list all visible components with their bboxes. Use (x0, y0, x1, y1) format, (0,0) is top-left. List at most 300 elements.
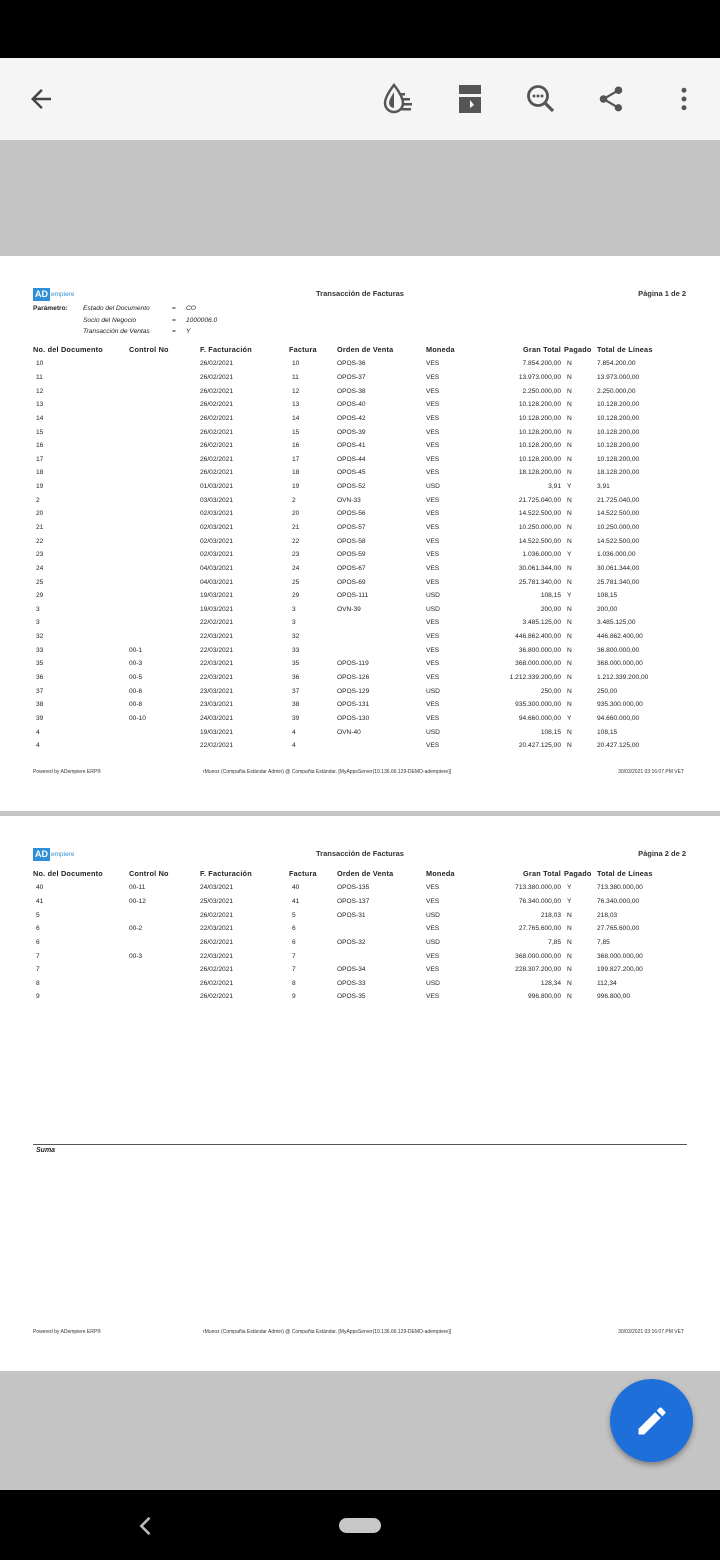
table-cell: 996.800,00 (527, 993, 561, 1001)
table-cell: N (567, 401, 572, 409)
table-cell (129, 466, 200, 480)
table-row (33, 480, 687, 494)
table-cell: 16 (36, 442, 44, 450)
more-vert-icon (669, 84, 699, 114)
table-cell (337, 643, 426, 657)
table-cell: 4 (36, 728, 40, 736)
page-layout-button[interactable] (449, 78, 491, 120)
footer-user-info: rMunoz (Compañia Estándar Admin) @ Compañia Estándar. [MyAppsServer{10.136.66.129-DEMO-adempiere}] (203, 1329, 452, 1335)
table-cell: 2.250.000,00 (597, 387, 636, 395)
table-cell: VES (426, 564, 440, 572)
table-cell: 20.427.125,00 (518, 742, 561, 750)
col-header: Moneda (426, 869, 455, 878)
table-cell: 18 (292, 469, 300, 477)
table-row (33, 425, 687, 439)
table-cell: 26/02/2021 (200, 387, 234, 395)
table-cell: VES (426, 551, 440, 559)
table-cell: 3.485.125,00 (522, 619, 561, 627)
table-cell: 36 (36, 674, 44, 682)
table-cell: 38 (36, 701, 44, 709)
table-cell (129, 575, 200, 589)
param-name: Transacción de Ventas (83, 328, 150, 335)
table-cell: 10.128.200,00 (597, 428, 640, 436)
table-cell: 20.427.125,00 (597, 742, 640, 750)
table-cell: N (567, 373, 572, 381)
col-header: No. del Documento (33, 869, 103, 878)
table-cell: VES (426, 884, 440, 892)
table-cell: 4 (292, 742, 296, 750)
table-cell: 23/03/2021 (200, 701, 234, 709)
chevron-left-icon (132, 1512, 160, 1540)
table-cell: 01/03/2021 (200, 483, 234, 491)
table-row (33, 371, 687, 385)
col-header: Pagado (564, 869, 592, 878)
table-cell: OPOS-57 (337, 524, 366, 531)
table-row (33, 698, 687, 712)
table-cell: OPOS-44 (337, 455, 366, 463)
table-cell: 36.800.000,00 (518, 646, 561, 654)
table-cell: 7,85 (548, 938, 561, 946)
logo-rest: empiere (51, 291, 75, 298)
table-cell: 1.036.000,00 (522, 551, 561, 559)
table-cell: 11 (292, 373, 299, 381)
col-header: F. Facturación (200, 869, 252, 878)
table-cell: OPOS-41 (337, 442, 366, 450)
table-cell: 94.660.000,00 (597, 714, 640, 722)
table-cell: Y (567, 897, 572, 905)
col-header: Moneda (426, 345, 455, 354)
table-cell: VES (426, 373, 440, 381)
col-header: Factura (289, 869, 317, 878)
table-header-row (33, 866, 687, 881)
param-value: Y (186, 328, 191, 335)
table-cell: 21.725.040,00 (518, 496, 561, 504)
table-cell: 10.250.000,00 (518, 524, 561, 531)
total-divider (33, 1144, 687, 1145)
nav-back-button[interactable] (132, 1512, 160, 1540)
table-cell (129, 507, 200, 521)
table-cell: 41 (36, 897, 44, 905)
table-cell: 22 (36, 537, 44, 545)
table-cell: VES (426, 660, 440, 668)
table-cell: 41 (292, 897, 300, 905)
table-cell: 1.212.339.200,00 (509, 674, 561, 682)
footer-powered-by: Powered by ADempiere ERP® (33, 769, 101, 775)
table-cell: N (567, 360, 572, 368)
table-cell: 24/03/2021 (200, 714, 234, 722)
table-cell: OPOS-59 (337, 551, 366, 559)
table-cell: 94.660.000,00 (518, 714, 561, 722)
table-cell: 13.973.000,00 (518, 373, 561, 381)
table-cell: N (567, 496, 572, 504)
col-header: Orden de Venta (337, 869, 394, 878)
table-cell: 200,00 (540, 605, 561, 613)
table-cell: 22 (292, 537, 300, 545)
share-button[interactable] (590, 78, 632, 120)
table-cell: USD (426, 592, 440, 600)
table-cell: 00-5 (129, 674, 143, 682)
table-cell (129, 439, 200, 453)
table-cell: 11 (36, 373, 43, 381)
table-cell: 250,00 (540, 687, 561, 695)
table-cell: OPOS-119 (337, 660, 369, 668)
table-cell: 10.128.200,00 (597, 455, 640, 463)
table-row (33, 439, 687, 453)
table-cell: 27.765.600,00 (597, 925, 640, 933)
table-cell: VES (426, 619, 440, 627)
table-cell: 22/03/2021 (200, 925, 234, 933)
table-cell: 1.212.339.200,00 (597, 674, 649, 682)
table-cell: OPOS-31 (337, 911, 366, 919)
table-row (33, 908, 687, 922)
table-cell: 7.854.200,00 (597, 360, 636, 368)
table-cell: 22/03/2021 (200, 674, 234, 682)
col-header: Control No (129, 869, 169, 878)
more-options-button[interactable] (663, 78, 705, 120)
table-cell (129, 452, 200, 466)
table-row (33, 657, 687, 671)
table-row (33, 922, 687, 936)
table-cell: 19/03/2021 (200, 592, 234, 600)
table-cell: OPOS-52 (337, 483, 366, 491)
table-cell (129, 562, 200, 576)
report-title: Transacción de Facturas (316, 289, 404, 298)
nav-home-pill[interactable] (339, 1518, 381, 1533)
table-cell: 199.827.200,00 (597, 966, 643, 974)
table-cell: 7,85 (597, 938, 610, 946)
table-cell: 218,03 (540, 911, 561, 919)
table-cell: 10.128.200,00 (518, 428, 561, 436)
table-cell: 26/02/2021 (200, 966, 234, 974)
table-cell: 22/02/2021 (200, 742, 234, 750)
table-cell: 7.854.200,00 (522, 360, 561, 368)
param-eq: = (172, 328, 176, 335)
arrow-left-icon (26, 84, 56, 114)
table-cell: OPOS-135 (337, 884, 370, 892)
table-cell: N (567, 578, 572, 586)
table-cell: 3,91 (597, 483, 610, 491)
table-cell: 3 (36, 605, 40, 613)
table-header-row (33, 342, 687, 357)
table-row (33, 949, 687, 963)
search-button[interactable] (520, 78, 562, 120)
table-cell: 18.128.200,00 (518, 469, 561, 477)
table-cell (129, 480, 200, 494)
table-cell: N (567, 701, 572, 709)
table-row (33, 643, 687, 657)
table-cell: 200,00 (597, 605, 618, 613)
table-cell (129, 936, 200, 950)
table-cell: 19/03/2021 (200, 605, 234, 613)
col-header: Pagado (564, 345, 592, 354)
table-row (33, 412, 687, 426)
table-cell: OVN-39 (337, 605, 361, 613)
table-row (33, 521, 687, 535)
table-cell: 368.000.000,00 (597, 952, 643, 960)
table-cell: N (567, 428, 572, 436)
table-cell: 10.128.200,00 (518, 442, 561, 450)
page-layout-icon (456, 83, 484, 115)
table-row (33, 963, 687, 977)
table-cell: 21.725.040,00 (597, 496, 640, 504)
table-cell: 26/02/2021 (200, 469, 234, 477)
table-cell: 112,34 (597, 979, 617, 987)
table-row (33, 357, 687, 371)
table-cell: 5 (292, 911, 296, 919)
table-cell: 14 (36, 414, 44, 422)
table-cell (129, 990, 200, 1004)
table-cell: 19/03/2021 (200, 728, 234, 736)
table-cell: OPOS-35 (337, 993, 366, 1001)
table-cell: N (567, 442, 572, 450)
table-cell: 29 (292, 592, 300, 600)
table-cell: 26/02/2021 (200, 455, 234, 463)
footer-powered-by: Powered by ADempiere ERP® (33, 1329, 101, 1335)
back-button[interactable] (20, 78, 62, 120)
table-cell: 00-10 (129, 714, 146, 722)
table-cell: 12 (292, 387, 300, 395)
table-cell: 228.307.200,00 (515, 966, 561, 974)
table-cell: 7 (292, 966, 296, 974)
table-cell (129, 603, 200, 617)
table-row (33, 725, 687, 739)
table-row (33, 976, 687, 990)
table-cell: 13 (36, 401, 44, 409)
table-cell: 10.250.000,00 (597, 524, 640, 531)
table-cell: N (567, 387, 572, 395)
table-cell: 9 (36, 993, 40, 1001)
table-cell (337, 949, 426, 963)
table-cell: 2 (292, 496, 296, 504)
page-number: Página 1 de 2 (638, 289, 686, 298)
table-cell: 6 (292, 938, 296, 946)
share-icon (596, 84, 626, 114)
table-cell: 00-2 (129, 925, 143, 933)
table-cell: 14.522.500,00 (597, 510, 640, 518)
table-cell: N (567, 742, 572, 750)
table-cell: 8 (36, 979, 40, 987)
table-cell: 21 (292, 524, 300, 531)
table-cell: 33 (36, 646, 44, 654)
table-cell: 218,03 (597, 911, 618, 919)
table-cell: 25/03/2021 (200, 897, 234, 905)
table-row (33, 548, 687, 562)
table-cell: 20 (292, 510, 300, 518)
table-cell: VES (426, 993, 440, 1001)
table-cell: 10.128.200,00 (597, 442, 640, 450)
table-cell (129, 739, 200, 753)
table-cell: OPOS-126 (337, 674, 370, 682)
table-cell (129, 589, 200, 603)
table-cell: OPOS-58 (337, 537, 366, 545)
table-cell: 25.781.340,00 (518, 578, 561, 586)
table-cell: N (567, 660, 572, 668)
table-cell: N (567, 911, 572, 919)
table-cell: 26/02/2021 (200, 979, 234, 987)
table-cell: 3.485.125,00 (597, 619, 636, 627)
table-cell: N (567, 952, 572, 960)
table-cell: VES (426, 414, 440, 422)
table-cell: 22/03/2021 (200, 646, 234, 654)
table-cell: 10 (292, 360, 300, 368)
table-cell: 32 (36, 633, 44, 641)
footer-timestamp: 30/03/2021 03:16:07 PM VET (618, 769, 684, 775)
table-cell (129, 425, 200, 439)
table-cell: 446.862.400,00 (515, 633, 561, 641)
table-cell: N (567, 619, 572, 627)
table-cell: 14.522.500,00 (518, 510, 561, 518)
table-cell: 02/03/2021 (200, 551, 234, 559)
table-cell: 21 (36, 524, 44, 531)
table-cell: 26/02/2021 (200, 442, 234, 450)
table-cell (129, 371, 200, 385)
table-cell: 24 (292, 564, 300, 572)
table-cell (337, 630, 426, 644)
table-cell: VES (426, 701, 440, 709)
table-row (33, 589, 687, 603)
table-cell: 10.128.200,00 (518, 401, 561, 409)
app-bar (0, 58, 720, 140)
table-cell: OPOS-32 (337, 938, 366, 946)
table-cell: OPOS-137 (337, 897, 370, 905)
table-cell: 368.000.000,00 (597, 660, 643, 668)
table-cell: N (567, 687, 572, 695)
col-header: F. Facturación (200, 345, 252, 354)
report-title: Transacción de Facturas (316, 849, 404, 858)
col-header: Control No (129, 345, 169, 354)
table-cell: 108,15 (597, 728, 618, 736)
table-cell: 00-3 (129, 952, 143, 960)
table-cell: 19 (292, 483, 300, 491)
table-cell: 18 (36, 469, 44, 477)
table-cell: Y (567, 884, 572, 892)
col-header: No. del Documento (33, 345, 103, 354)
table-cell: 40 (292, 884, 300, 892)
table-cell: VES (426, 742, 440, 750)
table-cell: OPOS-42 (337, 414, 366, 422)
table-cell: VES (426, 401, 440, 409)
table-cell: USD (426, 687, 440, 695)
table-cell: 02/03/2021 (200, 524, 234, 531)
search-icon (525, 83, 557, 115)
table-cell: OPOS-36 (337, 360, 366, 368)
table-cell: OPOS-67 (337, 564, 366, 572)
col-header: Total de Líneas (597, 869, 653, 878)
table-cell: 37 (36, 687, 44, 695)
table-cell: Y (567, 483, 572, 491)
table-cell: VES (426, 952, 440, 960)
table-cell: VES (426, 646, 440, 654)
table-cell: OPOS-38 (337, 387, 366, 395)
table-row (33, 534, 687, 548)
table-cell: 10.128.200,00 (518, 414, 561, 422)
table-row (33, 603, 687, 617)
table-cell: N (567, 524, 572, 531)
table-cell: 16 (292, 442, 300, 450)
table-cell: 3,91 (548, 483, 561, 491)
table-cell: 23/03/2021 (200, 687, 234, 695)
table-cell: 32 (292, 633, 300, 641)
edit-fab-button[interactable] (610, 1379, 693, 1462)
table-cell: VES (426, 537, 440, 545)
table-cell: 26/02/2021 (200, 993, 234, 1001)
table-cell: VES (426, 578, 440, 586)
pdf-viewer[interactable] (0, 140, 720, 1490)
table-cell: 6 (36, 925, 40, 933)
table-cell: 02/03/2021 (200, 537, 234, 545)
table-cell (129, 908, 200, 922)
table-cell: OVN-33 (337, 496, 361, 504)
invoice-table (33, 866, 687, 1004)
table-cell: 15 (36, 428, 44, 436)
table-cell: USD (426, 483, 440, 491)
table-cell: USD (426, 728, 440, 736)
table-row (33, 466, 687, 480)
table-cell: USD (426, 979, 440, 987)
table-cell: 10.128.200,00 (597, 401, 640, 409)
table-row (33, 452, 687, 466)
table-cell: Y (567, 551, 572, 559)
page-number: Página 2 de 2 (638, 849, 686, 858)
table-cell: VES (426, 442, 440, 450)
table-cell: N (567, 674, 572, 682)
report-page-1 (0, 256, 720, 811)
table-cell: 250,00 (597, 687, 618, 695)
table-cell: N (567, 633, 572, 641)
table-cell: 36.800.000,00 (597, 646, 640, 654)
table-cell: 14.522.500,00 (518, 537, 561, 545)
table-cell: 9 (292, 993, 296, 1001)
param-eq: = (172, 317, 176, 324)
table-cell: 04/03/2021 (200, 578, 234, 586)
table-cell: VES (426, 510, 440, 518)
table-cell: 37 (292, 687, 300, 695)
col-header: Total de Líneas (597, 345, 653, 354)
col-header: Factura (289, 345, 317, 354)
table-cell: 2.250.000,00 (522, 387, 561, 395)
table-cell: N (567, 469, 572, 477)
table-row (33, 630, 687, 644)
table-row (33, 562, 687, 576)
ink-saver-button[interactable] (378, 78, 420, 120)
col-header: Orden de Venta (337, 345, 394, 354)
table-cell: OPOS-39 (337, 428, 366, 436)
table-cell: 00-8 (129, 701, 143, 709)
table-cell (129, 357, 200, 371)
table-cell: 6 (36, 938, 40, 946)
table-cell: VES (426, 428, 440, 436)
table-cell: 14.522.500,00 (597, 537, 640, 545)
table-cell (129, 384, 200, 398)
table-cell: 22/03/2021 (200, 952, 234, 960)
table-cell: VES (426, 524, 440, 531)
table-cell: 00-3 (129, 660, 143, 668)
table-cell: 30.061.344,00 (597, 564, 640, 572)
table-cell (337, 922, 426, 936)
table-cell: N (567, 966, 572, 974)
table-cell: OPOS-40 (337, 401, 366, 409)
table-cell: 04/03/2021 (200, 564, 234, 572)
table-cell: N (567, 564, 572, 572)
table-cell (129, 534, 200, 548)
param-value: 1000006.0 (186, 317, 218, 324)
table-cell (129, 493, 200, 507)
table-cell: 22/03/2021 (200, 660, 234, 668)
table-cell: 27.765.600,00 (518, 925, 561, 933)
table-cell: 3 (36, 619, 40, 627)
table-cell: 935.300.000,00 (597, 701, 643, 709)
table-cell: OPOS-45 (337, 469, 366, 477)
